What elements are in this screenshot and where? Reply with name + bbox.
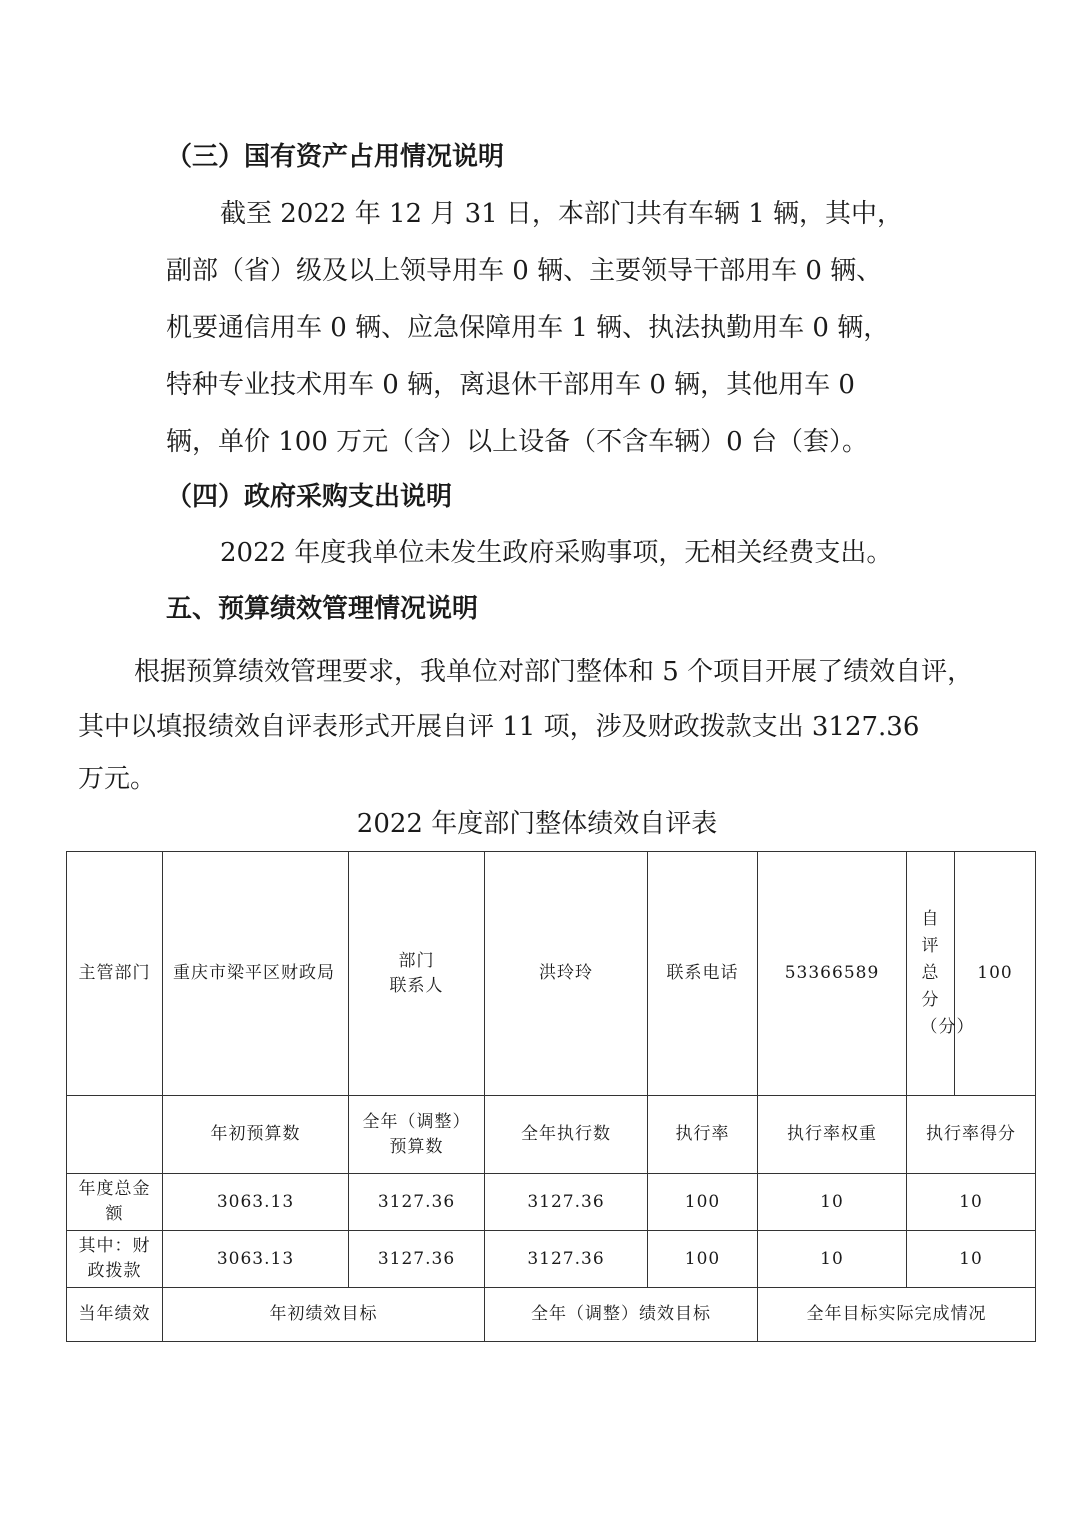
header-exec-score: 执行率得分 — [907, 1096, 1036, 1174]
table-row — [67, 852, 1036, 1096]
blank-cell — [67, 1096, 163, 1174]
table-row — [67, 1288, 1036, 1342]
cell-adjusted: 3127.36 — [349, 1174, 485, 1231]
score-label-cell — [907, 852, 975, 1096]
assets-line-4: 特种专业技术用车 0 辆，离退休干部用车 0 辆，其他用车 0 — [166, 370, 855, 400]
score-value-cell: 100 — [955, 852, 1036, 1096]
table-caption: 2022 年度部门整体绩效自评表 — [356, 809, 718, 839]
section-heading-performance: 五、预算绩效管理情况说明 — [166, 594, 479, 624]
score-label-text: 自评总分（分） — [920, 909, 975, 1037]
header-initial-budget: 年初预算数 — [163, 1096, 349, 1174]
cell-weight: 10 — [758, 1231, 907, 1288]
cell-rate: 100 — [648, 1231, 758, 1288]
procurement-line: 2022 年度我单位未发生政府采购事项，无相关经费支出。 — [220, 538, 893, 568]
table-row — [67, 1096, 1036, 1174]
header-exec-rate: 执行率 — [648, 1096, 758, 1174]
contact-label-cell: 部门 联系人 — [349, 852, 485, 1096]
assets-line-5: 辆，单价 100 万元（含）以上设备（不含车辆）0 台（套）。 — [166, 427, 868, 457]
cell-adjusted: 3127.36 — [349, 1231, 485, 1288]
phone-label-cell: 联系电话 — [648, 852, 758, 1096]
row-label: 其中：财政拨款 — [67, 1231, 163, 1288]
actual-completion-cell: 全年目标实际完成情况 — [758, 1288, 1036, 1342]
dept-value-cell: 重庆市梁平区财政局 — [163, 852, 349, 1096]
cell-initial: 3063.13 — [163, 1174, 349, 1231]
cell-initial: 3063.13 — [163, 1231, 349, 1288]
header-adjusted-budget: 全年（调整） 预算数 — [349, 1096, 485, 1174]
phone-value-cell: 53366589 — [758, 852, 907, 1096]
cell-score: 10 — [907, 1231, 1036, 1288]
adjusted-goal-cell: 全年（调整）绩效目标 — [485, 1288, 758, 1342]
cell-weight: 10 — [758, 1174, 907, 1231]
initial-goal-cell: 年初绩效目标 — [163, 1288, 485, 1342]
cell-score: 10 — [907, 1174, 1036, 1231]
cell-executed: 3127.36 — [485, 1174, 648, 1231]
performance-self-evaluation-table — [66, 851, 1036, 1342]
contact-value-cell: 洪玲玲 — [485, 852, 648, 1096]
performance-line-2: 其中以填报绩效自评表形式开展自评 11 项，涉及财政拨款支出 3127.36 — [78, 712, 920, 742]
performance-line-3: 万元。 — [78, 764, 157, 794]
header-exec-weight: 执行率权重 — [758, 1096, 907, 1174]
table-row — [67, 1174, 1036, 1231]
assets-line-2: 副部（省）级及以上领导用车 0 辆、主要领导干部用车 0 辆、 — [166, 256, 883, 286]
row-label: 年度总金额 — [67, 1174, 163, 1231]
performance-line-1: 根据预算绩效管理要求，我单位对部门整体和 5 个项目开展了绩效自评， — [134, 657, 974, 687]
section-heading-procurement: （四）政府采购支出说明 — [166, 482, 453, 512]
header-annual-exec: 全年执行数 — [485, 1096, 648, 1174]
cell-rate: 100 — [648, 1174, 758, 1231]
goals-row-label: 当年绩效 — [67, 1288, 163, 1342]
dept-label-cell: 主管部门 — [67, 852, 163, 1096]
section-heading-assets: （三）国有资产占用情况说明 — [166, 142, 505, 172]
cell-executed: 3127.36 — [485, 1231, 648, 1288]
assets-line-1: 截至 2022 年 12 月 31 日，本部门共有车辆 1 辆，其中， — [220, 199, 903, 229]
table-row — [67, 1231, 1036, 1288]
assets-line-3: 机要通信用车 0 辆、应急保障用车 1 辆、执法执勤用车 0 辆， — [166, 313, 890, 343]
